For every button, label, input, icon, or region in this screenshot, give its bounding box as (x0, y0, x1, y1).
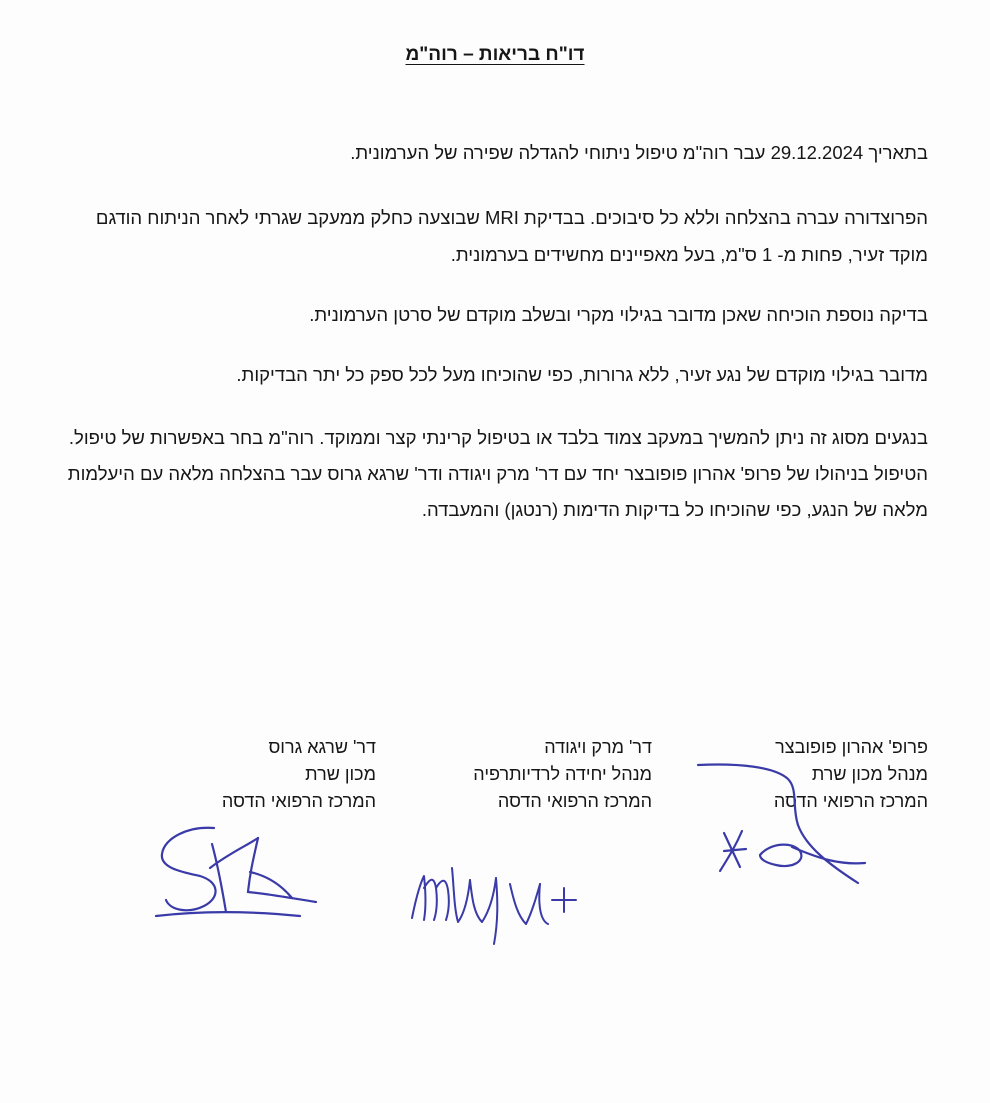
signatory-name: דר' שרגא גרוס (268, 737, 376, 757)
paragraph-text: מדובר בגילוי מוקדם של נגע זעיר, ללא גרורות, כפי שהוכיחו מעל לכל ספק כל יתר הבדיקות. (236, 364, 928, 385)
signatory-role: מכון שרת (305, 764, 376, 784)
signatory-institution: המרכז הרפואי הדסה (221, 791, 376, 811)
signatory-institution: המרכז הרפואי הדסה (497, 791, 652, 811)
signature-vigoda (402, 848, 592, 958)
signatory-block-vigoda (473, 734, 652, 815)
paragraph-text: הפרוצדורה עברה בהצלחה וללא כל סיבוכים. בבדיקת MRI שבוצעה כחלק ממעקב שגרתי לאחר הניתוח הודגם מוקד זעיר, פחות מ- 1 ס"מ, בעל מאפיינים מחשידים בערמונית. (95, 207, 928, 265)
signatory-block-popovtzer (774, 734, 928, 815)
report-paragraph-1 (53, 142, 928, 164)
paragraph-text: בדיקה נוספת הוכיחה שאכן מדובר בגילוי מקרי ובשלב מוקדם של סרטן הערמונית. (309, 304, 928, 325)
report-paragraph-5 (53, 420, 928, 528)
report-title: דו"ח בריאות – רוה"מ (405, 44, 585, 65)
signature-gross (150, 812, 330, 932)
report-paragraph-4 (53, 364, 928, 386)
paragraph-text: בנגעים מסוג זה ניתן להמשיך במעקב צמוד בלבד או בטיפול קרינתי קצר וממוקד. רוה"מ בחר באפשרות של טיפול. הטיפול בניהולו של פרופ' אהרון פופובצר יחד עם דר' מרק ויגודה ודר' שרגא גרוס עבר בהצלחה מלאה עם היעלמות מלאה של הנגע, כפי שהוכיחו כל בדיקות הדימות (רנטגן) והמעבדה. (67, 427, 928, 520)
signatory-name: דר' מרק ויגודה (544, 737, 652, 757)
signatory-role: מנהל יחידה לרדיותרפיה (473, 764, 652, 784)
report-paragraph-3 (53, 304, 928, 326)
paragraph-text: בתאריך 29.12.2024 עבר רוה"מ טיפול ניתוחי להגדלה שפירה של הערמונית. (350, 142, 928, 163)
signatory-block-gross (222, 734, 376, 815)
signatory-name: פרופ' אהרון פופובצר (775, 737, 928, 757)
report-paragraph-2 (53, 199, 928, 273)
signatory-institution: המרכז הרפואי הדסה (773, 791, 928, 811)
signatory-role: מנהל מכון שרת (811, 764, 928, 784)
